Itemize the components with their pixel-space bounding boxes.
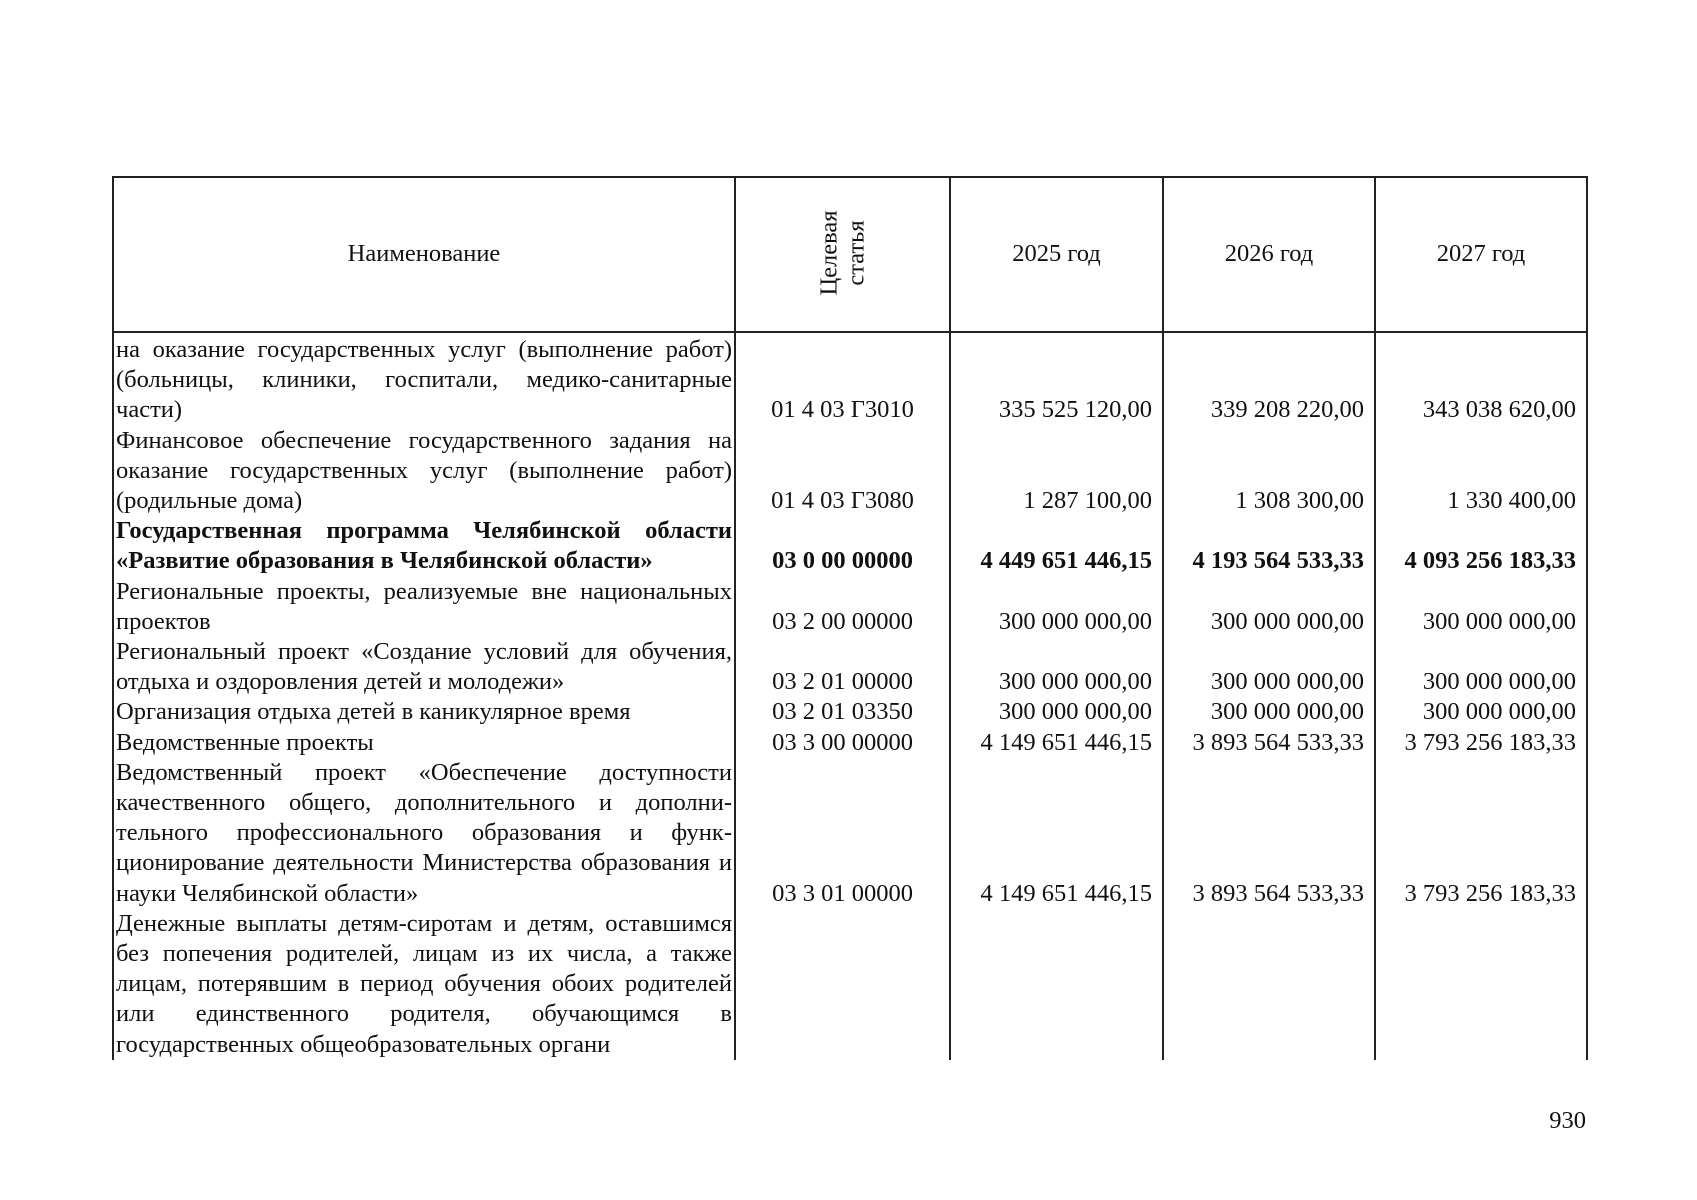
row-value-2027: 1 330 400,00 [1375, 426, 1587, 517]
row-name: Ведомственный проект «Обеспечение доступности качественного общего, дополнительного и дополнительного профессионального образования и функционирование деятельности Министерства образования и науки Челябинской области» [113, 758, 735, 909]
row-value-2027: 3 793 256 183,33 [1375, 758, 1587, 909]
row-name: Финансовое обеспечение государственного задания на оказание государственных услуг (выполнение работ) (родильные дома) [113, 426, 735, 517]
row-value-2026: 300 000 000,00 [1163, 637, 1375, 697]
row-value-2025: 4 449 651 446,15 [950, 516, 1163, 576]
header-2025: 2025 год [950, 177, 1163, 332]
row-name: Региональный проект «Создание условий для обучения, отдыха и оздоровления детей и молодежи» [113, 637, 735, 697]
table-row [113, 909, 1587, 1060]
row-value-2027: 300 000 000,00 [1375, 577, 1587, 637]
header-target-article-rotated [816, 211, 870, 296]
header-2027: 2027 год [1375, 177, 1587, 332]
row-value-2026: 339 208 220,00 [1163, 332, 1375, 426]
header-target-article [735, 177, 950, 332]
header-target-article-line2: статья [842, 220, 870, 287]
row-code: 01 4 03 Г3010 [735, 332, 950, 426]
row-value-2025: 300 000 000,00 [950, 577, 1163, 637]
row-value-2027 [1375, 909, 1587, 1060]
row-code: 03 3 01 00000 [735, 758, 950, 909]
row-value-2026: 4 193 564 533,33 [1163, 516, 1375, 576]
row-code: 03 3 00 00000 [735, 728, 950, 758]
table-row [113, 577, 1587, 637]
row-code: 03 0 00 00000 [735, 516, 950, 576]
budget-table [112, 176, 1588, 1060]
table-row [113, 728, 1587, 758]
row-code: 01 4 03 Г3080 [735, 426, 950, 517]
row-code: 03 2 01 03350 [735, 697, 950, 727]
row-name: Денежные выплаты детям-сиротам и детям, оставшимся без попечения родителей, лицам из их числа, а также лицам, потерявшим в период обучения обоих родителей или единственного родителя, обучающимся в государственных общеобразовательных органи [113, 909, 735, 1060]
row-code: 03 2 00 00000 [735, 577, 950, 637]
row-value-2025: 300 000 000,00 [950, 697, 1163, 727]
header-2026: 2026 год [1163, 177, 1375, 332]
row-value-2026: 300 000 000,00 [1163, 577, 1375, 637]
table-row [113, 426, 1587, 517]
table-row [113, 516, 1587, 576]
row-code: 03 2 01 00000 [735, 637, 950, 697]
row-value-2025: 335 525 120,00 [950, 332, 1163, 426]
header-target-article-line1: Целевая [815, 210, 843, 296]
row-value-2026: 3 893 564 533,33 [1163, 728, 1375, 758]
row-value-2025 [950, 909, 1163, 1060]
row-value-2027: 4 093 256 183,33 [1375, 516, 1587, 576]
page-number: 930 [1549, 1107, 1586, 1134]
row-name: на оказание государственных услуг (выполнение работ) (больницы, клиники, госпитали, медико-санитарные части) [113, 332, 735, 426]
header-name: Наименование [113, 177, 735, 332]
row-value-2026 [1163, 909, 1375, 1060]
row-value-2027: 3 793 256 183,33 [1375, 728, 1587, 758]
row-value-2025: 4 149 651 446,15 [950, 728, 1163, 758]
row-value-2027: 343 038 620,00 [1375, 332, 1587, 426]
row-value-2027: 300 000 000,00 [1375, 697, 1587, 727]
row-value-2026: 300 000 000,00 [1163, 697, 1375, 727]
row-value-2025: 4 149 651 446,15 [950, 758, 1163, 909]
row-value-2026: 1 308 300,00 [1163, 426, 1375, 517]
table-header-row [113, 177, 1587, 332]
table-row [113, 697, 1587, 727]
table-row [113, 758, 1587, 909]
row-code [735, 909, 950, 1060]
table-row [113, 332, 1587, 426]
table-row [113, 637, 1587, 697]
row-name: Региональные проекты, реализуемые вне национальных проектов [113, 577, 735, 637]
row-name: Ведомственные проекты [113, 728, 735, 758]
row-value-2026: 3 893 564 533,33 [1163, 758, 1375, 909]
row-name: Организация отдыха детей в каникулярное время [113, 697, 735, 727]
row-name: Государственная программа Челябинской области «Развитие образования в Челябинской области» [113, 516, 735, 576]
row-value-2025: 1 287 100,00 [950, 426, 1163, 517]
row-value-2025: 300 000 000,00 [950, 637, 1163, 697]
row-value-2027: 300 000 000,00 [1375, 637, 1587, 697]
